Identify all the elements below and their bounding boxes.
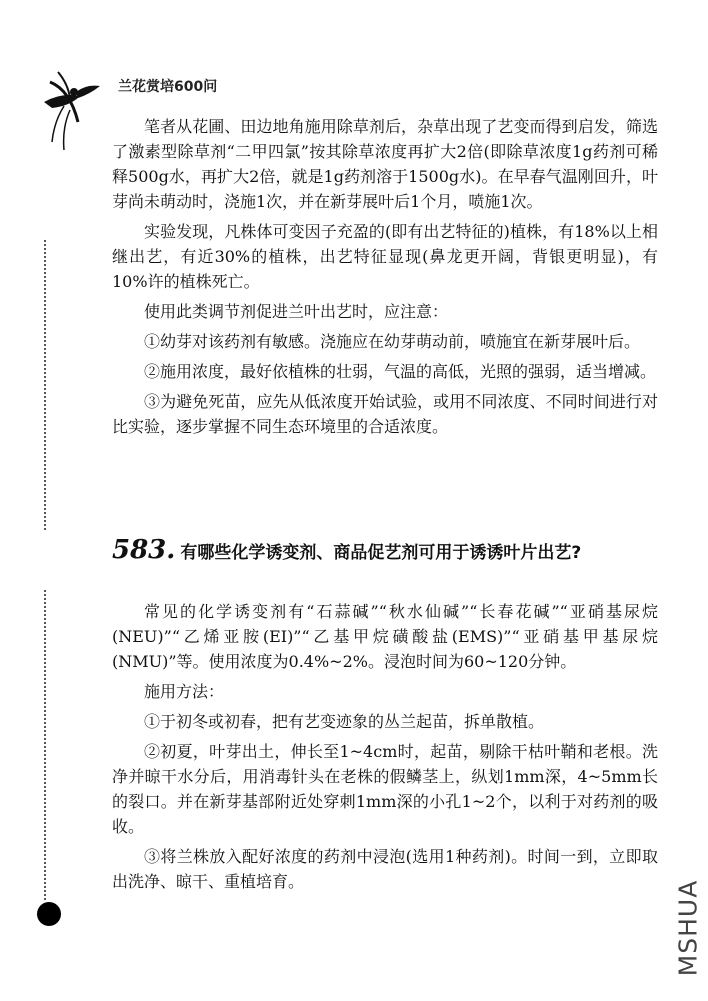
section-one-text: [112, 114, 658, 439]
question-heading: [112, 535, 668, 569]
section-two-text: [112, 599, 658, 894]
paragraph: ③为避免死苗，应先从低浓度开始试验，或用不同浓度、不同时间进行对比实验，逐步掌握不同生态环境里的合适浓度。: [112, 392, 658, 436]
paragraph: 施用方法：: [144, 682, 225, 701]
paragraph: 使用此类调节剂促进兰叶出艺时，应注意：: [144, 302, 449, 321]
paragraph: 实验发现，凡株体可变因子充盈的(即有出艺特征的)植株，有18%以上相继出艺，有近30%的植株，出艺特征显现(鼻龙更开阔，背银更明显)，有10%许的植株死亡。: [112, 222, 658, 291]
margin-dotted-rule: [44, 240, 48, 530]
paragraph: ③将兰株放入配好浓度的药剂中浸泡(选用1种药剂)。时间一到，立即取出洗净、晾干、重植培育。: [112, 847, 658, 891]
watermark: [668, 872, 708, 984]
watermark-text: MSHUA: [673, 879, 703, 977]
paragraph: 笔者从花圃、田边地角施用除草剂后，杂草出现了艺变而得到启发，筛选了激素型除草剂“二甲四氯”按其除草浓度再扩大2倍(即除草浓度1g药剂可稀释500g水，再扩大2倍，就是1g药剂溶于1500g水)。在早春气温刚回升，叶芽尚未萌动时，浇施1次，并在新芽展叶后1个月，喷施1次。: [112, 117, 658, 211]
question-title: 有哪些化学诱变剂、商品促艺剂可用于诱诱叶片出艺?: [180, 543, 582, 563]
paragraph: ②初夏，叶芽出土，伸长至1~4cm时，起苗，剔除干枯叶鞘和老根。洗净并晾干水分后，用消毒针头在老株的假鳞茎上，纵划1mm深，4~5mm长的裂口。并在新芽基部附近处穿刺1mm深的小孔1~2个，以利于对药剂的吸收。: [112, 742, 658, 836]
paragraph: ②施用浓度，最好依植株的壮弱，气温的高低，光照的强弱，适当增减。: [144, 362, 657, 381]
orchid-icon: [40, 62, 120, 152]
running-head: 兰花赏培600问: [118, 79, 218, 95]
paragraph: ①于初冬或初春，把有艺变迹象的丛兰起苗，拆单散植。: [144, 712, 545, 731]
page-marker-dot: [37, 902, 61, 926]
question-number: 583.: [112, 535, 176, 565]
margin-dotted-rule: [44, 590, 48, 900]
paragraph: 常见的化学诱变剂有“石蒜碱”“秋水仙碱”“长春花碱”“亚硝基尿烷(NEU)”“乙烯亚胺(EI)”“乙基甲烷磺酸盐(EMS)”“亚硝基甲基尿烷(NMU)”等。使用浓度为0.4%~2%。浸泡时间为60~120分钟。: [112, 602, 658, 671]
paragraph: ①幼芽对该药剂有敏感。浇施应在幼芽萌动前，喷施宜在新芽展叶后。: [144, 332, 641, 351]
